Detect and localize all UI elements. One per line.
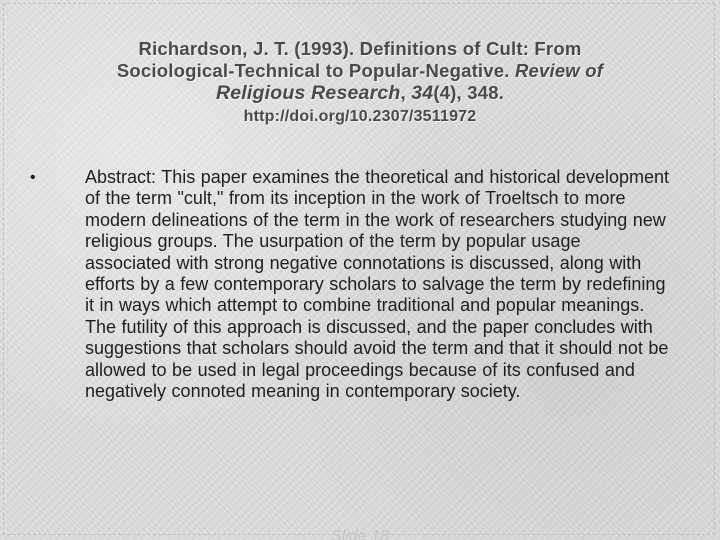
title-line-2 <box>30 60 690 82</box>
abstract-bullet <box>30 167 670 402</box>
slide-title <box>30 38 690 128</box>
doi-link[interactable]: http://doi.org/10.2307/3511972 <box>243 108 477 125</box>
journal-name-part-2: Religious Research <box>215 82 401 104</box>
title-line-1: Richardson, J. T. (1993). Definitions of Cult: From <box>138 38 582 59</box>
bullet-icon: • <box>30 169 36 186</box>
journal-issue-pages: (4), 348. <box>433 82 505 103</box>
journal-volume: 34 <box>411 82 434 104</box>
title-line-2-plain: Sociological-Technical to Popular-Negative. <box>116 60 515 81</box>
title-line-3 <box>30 82 690 104</box>
journal-name-part-1: Review of <box>514 60 604 81</box>
slide-number: Slide 18 <box>331 528 389 540</box>
journal-separator: , <box>400 82 412 103</box>
abstract-text: Abstract: This paper examines the theoretical and historical development of the term "cult," from its inception in the work of Troeltsch to more modern delineations of the term in the work of researchers studying new religious groups. The usurpation of the term by popular usage associated with strong negative connotations is discussed, along with efforts by a few contemporary scholars to salvage the term by redefining it in ways which attempt to combine traditional and popular meanings. The futility of this approach is discussed, and the paper concludes with suggestions that scholars should avoid the term and that it should not be allowed to be used in legal proceedings because of its confused and negatively connoted meaning in contemporary society. <box>85 167 669 402</box>
